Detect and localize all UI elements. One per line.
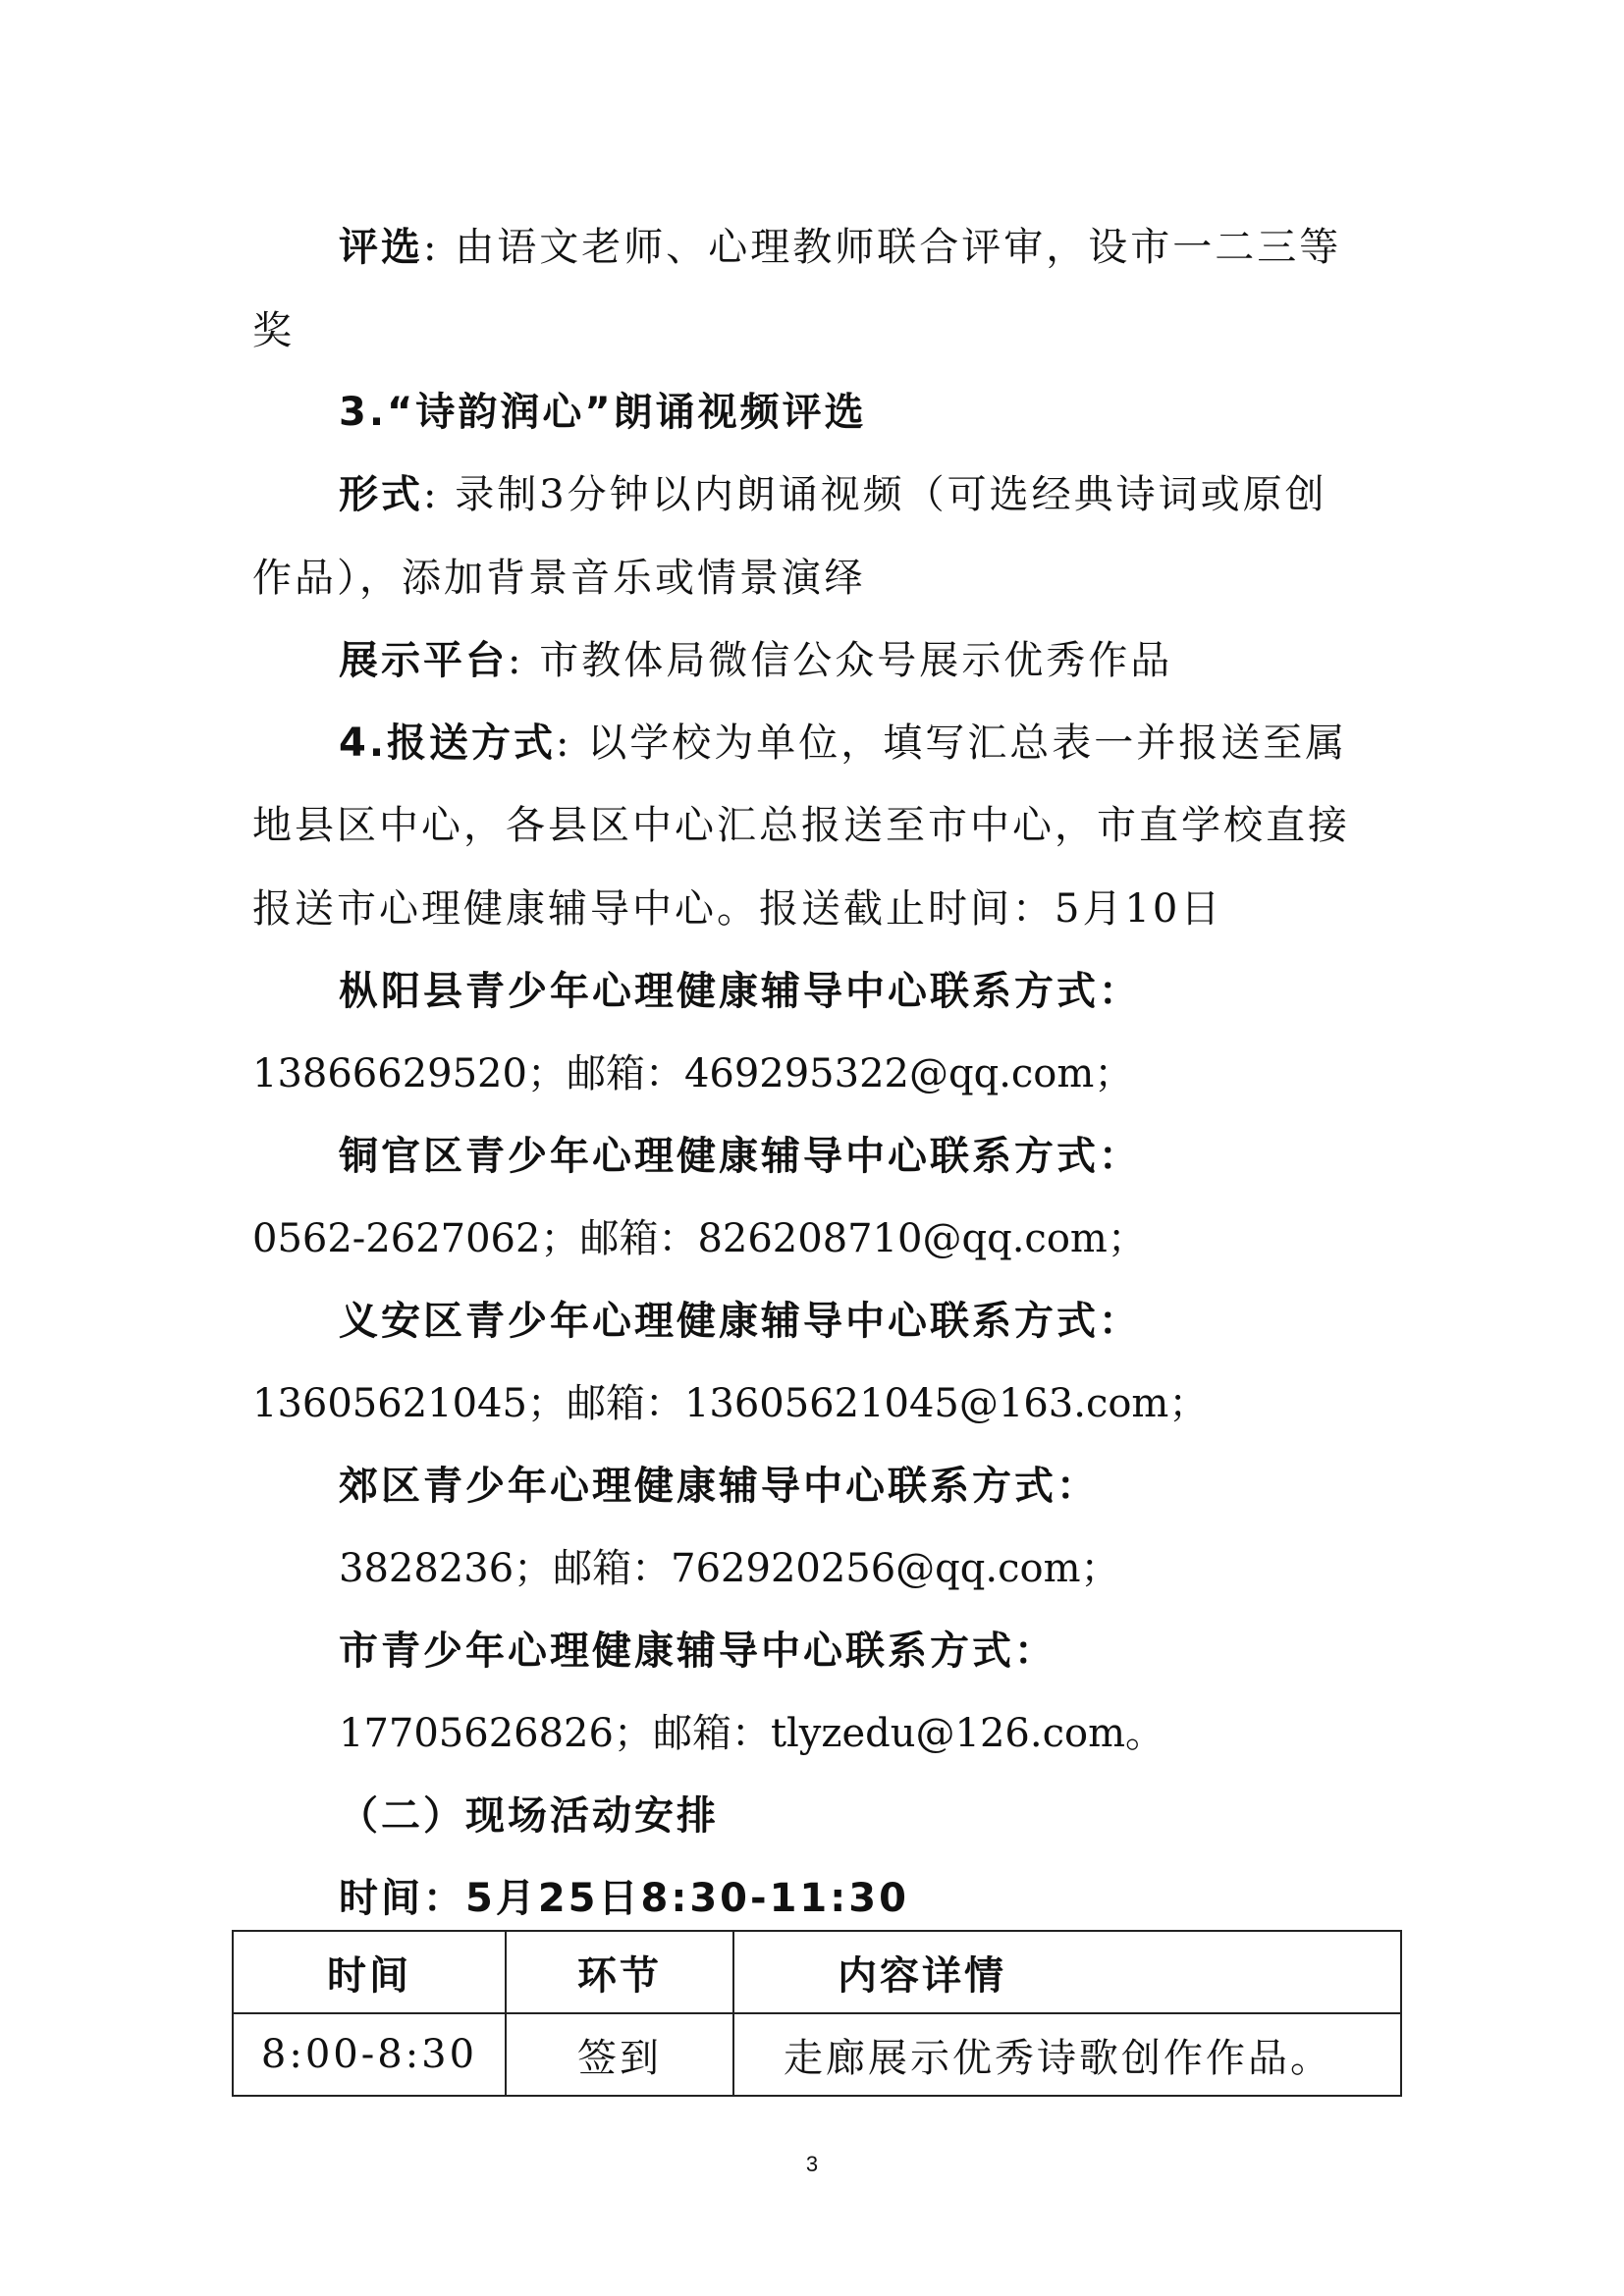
eval-text: 由语文老师、心理教师联合评审，设市一二三等	[455, 225, 1342, 270]
submit-label: 4.报送方式	[339, 721, 557, 766]
onsite-heading: （二）现场活动安排	[339, 1793, 719, 1839]
table-header-cell: 时间	[233, 1931, 506, 2013]
submit-line-1: 4.报送方式: 以学校为单位，填写汇总表一并报送至属	[339, 721, 1348, 766]
onsite-time: 时间：5月25日8:30-11:30	[339, 1876, 909, 1921]
table-header-cell: 内容详情	[733, 1931, 1401, 2013]
platform-text: 市教体局微信公众号展示优秀作品	[539, 638, 1173, 683]
eval-line-2: 奖	[252, 308, 295, 353]
submit-line-3: 报送市心理健康辅导中心。报送截止时间：5月10日	[252, 886, 1223, 932]
form-line-1: 形式: 录制3分钟以内朗诵视频（可选经典诗词或原创	[339, 472, 1327, 517]
contact-info: 17705626826；邮箱：tlyzedu@126.com。	[339, 1711, 1164, 1756]
form-line-2: 作品），添加背景音乐或情景演绎	[252, 556, 866, 601]
eval-label: 评选	[339, 225, 423, 270]
contact-info: 13605621045；邮箱：13605621045@163.com；	[252, 1381, 1209, 1426]
contact-name: 铜官区青少年心理健康辅导中心联系方式：	[339, 1134, 1141, 1179]
form-text: 录制3分钟以内朗诵视频（可选经典诗词或原创	[455, 472, 1327, 517]
page-number: 3	[805, 2152, 819, 2176]
table-header-row	[233, 1931, 1401, 2013]
table-row	[233, 2013, 1401, 2096]
table-cell-detail: 走廊展示优秀诗歌创作作品。	[733, 2013, 1401, 2096]
contact-info: 0562-2627062；邮箱：826208710@qq.com；	[252, 1216, 1147, 1261]
table-cell-stage: 签到	[506, 2013, 733, 2096]
contact-info: 13866629520；邮箱：469295322@qq.com；	[252, 1051, 1134, 1096]
contact-info: 3828236；邮箱：762920256@qq.com；	[339, 1546, 1120, 1591]
submit-text: 以学校为单位，填写汇总表一并报送至属	[587, 721, 1348, 766]
form-label: 形式	[339, 472, 423, 517]
table-cell-time: 8:00-8:30	[233, 2013, 506, 2096]
item3-title: 3.“诗韵润心”朗诵视频评选	[339, 390, 867, 435]
contact-name: 枞阳县青少年心理健康辅导中心联系方式：	[339, 969, 1141, 1014]
table-header-cell: 环节	[506, 1931, 733, 2013]
submit-line-2: 地县区中心，各县区中心汇总报送至市中心，市直学校直接	[252, 803, 1350, 848]
contact-name: 义安区青少年心理健康辅导中心联系方式：	[339, 1299, 1141, 1344]
platform-line: 展示平台: 市教体局微信公众号展示优秀作品	[339, 638, 1173, 683]
contact-name: 市青少年心理健康辅导中心联系方式：	[339, 1629, 1056, 1674]
schedule-table	[232, 1930, 1402, 2097]
platform-label: 展示平台	[339, 638, 508, 683]
eval-line-1: 评选: 由语文老师、心理教师联合评审，设市一二三等	[339, 225, 1342, 270]
contact-name: 郊区青少年心理健康辅导中心联系方式：	[339, 1464, 1099, 1509]
